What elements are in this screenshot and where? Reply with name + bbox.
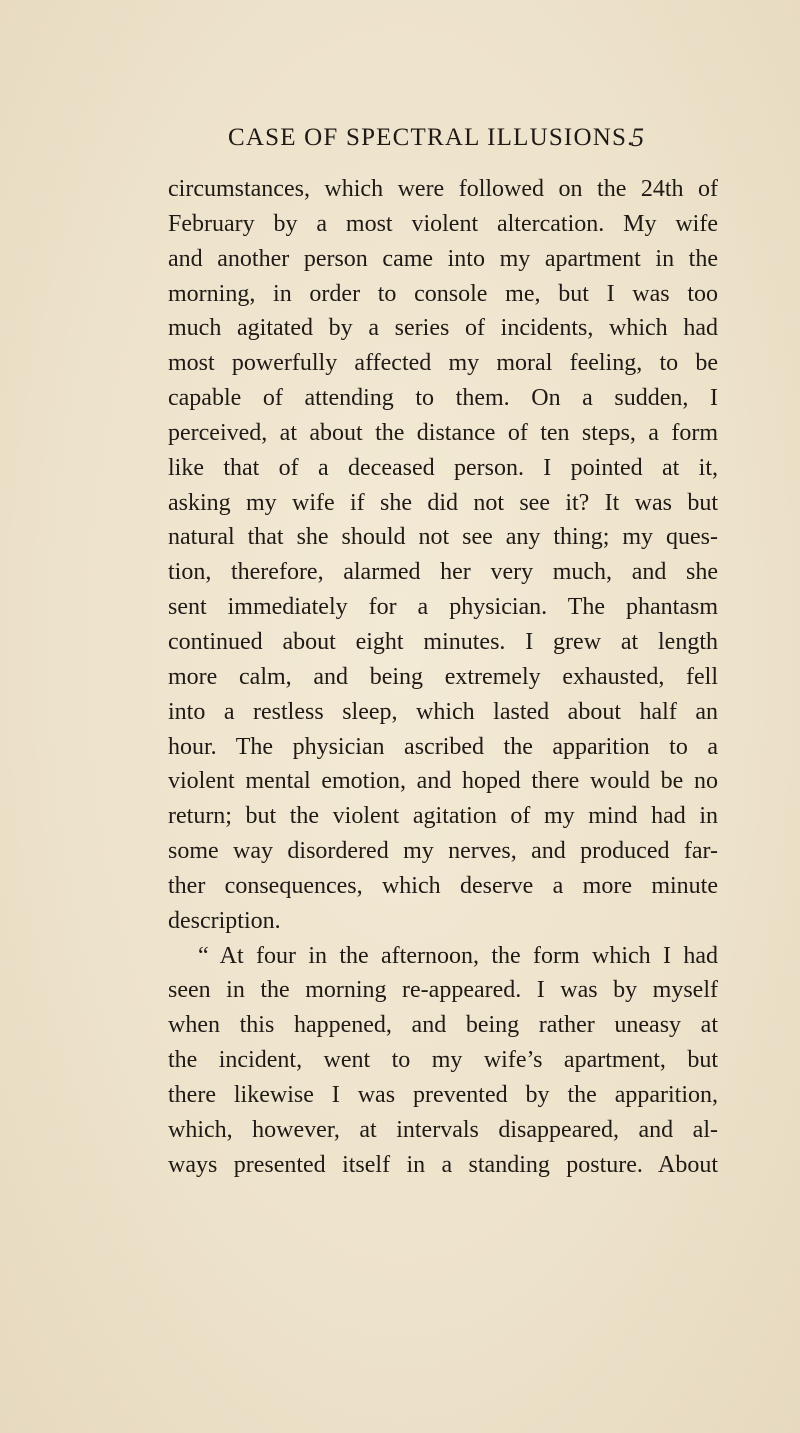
text-line: ther consequences, which deserve a more minute — [168, 872, 718, 899]
text-line: and another person came into my apartment in the — [168, 245, 718, 272]
text-line: ways presented itself in a standing posture. About — [168, 1151, 718, 1178]
text-line: some way disordered my nerves, and produced far- — [168, 838, 718, 865]
text-line: “ At four in the afternoon, the form which I had — [198, 942, 718, 969]
text-line: perceived, at about the distance of ten steps, a form — [168, 419, 718, 446]
text-line: natural that she should not see any thing; my ques- — [168, 524, 718, 551]
text-line: into a restless sleep, which lasted about half an — [168, 698, 718, 725]
text-line: there likewise I was prevented by the apparition, — [168, 1081, 718, 1108]
text-line: continued about eight minutes. I grew at length — [168, 628, 718, 655]
text-line: more calm, and being extremely exhausted, fell — [168, 663, 718, 690]
running-head-title: CASE OF SPECTRAL ILLUSIONS. — [228, 124, 635, 151]
page-number: 5 — [631, 123, 644, 152]
text-line: tion, therefore, alarmed her very much, and she — [168, 559, 718, 586]
text-line: sent immediately for a physician. The phantasm — [168, 594, 718, 621]
text-line: the incident, went to my wife’s apartment, but — [168, 1047, 718, 1074]
text-line: capable of attending to them. On a sudden, I — [168, 385, 718, 412]
text-line: much agitated by a series of incidents, which had — [168, 315, 718, 342]
body-text — [168, 172, 718, 1182]
text-line: morning, in order to console me, but I was too — [168, 280, 718, 307]
text-line: most powerfully affected my moral feeling, to be — [168, 350, 718, 377]
text-line: return; but the violent agitation of my mind had in — [168, 803, 718, 830]
text-line: seen in the morning re-appeared. I was by myself — [168, 977, 718, 1004]
running-head — [0, 118, 800, 158]
text-line: violent mental emotion, and hoped there would be no — [168, 768, 718, 795]
text-line: when this happened, and being rather uneasy at — [168, 1012, 718, 1039]
text-line: February by a most violent altercation. My wife — [168, 210, 718, 237]
text-line: description. — [168, 907, 281, 934]
text-line: which, however, at intervals disappeared, and al- — [168, 1116, 718, 1143]
text-line: like that of a deceased person. I pointed at it, — [168, 454, 718, 481]
text-line: circumstances, which were followed on the 24th of — [168, 176, 718, 202]
text-line: hour. The physician ascribed the apparition to a — [168, 733, 718, 760]
text-line: asking my wife if she did not see it? It was but — [168, 489, 718, 516]
